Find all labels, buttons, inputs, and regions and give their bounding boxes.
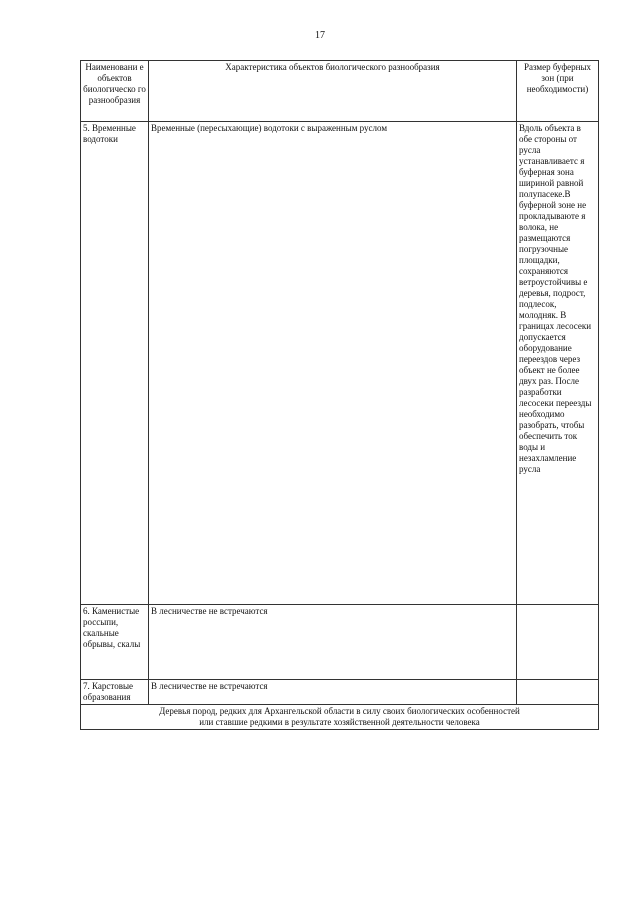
section-heading-line1: Деревья пород, редких для Архангельской области в силу своих биологических особенностей bbox=[159, 706, 520, 716]
table-header-row bbox=[81, 61, 599, 122]
biodiversity-table bbox=[80, 60, 599, 730]
section-heading bbox=[81, 705, 599, 730]
row-name: 7. Карстовые образования bbox=[81, 680, 149, 705]
page-number: 17 bbox=[315, 30, 325, 41]
row-name: 6. Каменистые россыпи, скальные обрывы, скалы bbox=[81, 605, 149, 680]
row-characteristic: В лесничестве не встречаются bbox=[149, 680, 517, 705]
row-buffer: Вдоль объекта в обе стороны от русла устанавливаетс я буферная зона шириной равной полупасеке.В буферной зоне не прокладываюте я волока, не размещаются погрузочные площадки, сохраняются ветроустойчивы е деревья, подрост, подлесок, молодняк. В границах лесосеки допускается оборудование переездов через объект не более двух раз. После разработки лесосеки переезды необходимо разобрать, чтобы обеспечить ток воды и незахламление русла bbox=[517, 122, 599, 605]
header-buffer-zone: Размер буферных зон (при необходимости) bbox=[517, 61, 599, 122]
header-name: Наименовани е объектов биологическо го разнообразия bbox=[81, 61, 149, 122]
table-row bbox=[81, 605, 599, 680]
section-heading-line2: или ставшие редкими в результате хозяйственной деятельности человека bbox=[199, 717, 480, 727]
row-characteristic: В лесничестве не встречаются bbox=[149, 605, 517, 680]
row-buffer bbox=[517, 605, 599, 680]
row-name: 5. Временные водотоки bbox=[81, 122, 149, 605]
section-heading-row bbox=[81, 705, 599, 730]
table-row bbox=[81, 680, 599, 705]
header-characteristic: Характеристика объектов биологического разнообразия bbox=[149, 61, 517, 122]
table-row bbox=[81, 122, 599, 605]
row-buffer bbox=[517, 680, 599, 705]
row-characteristic: Временные (пересыхающие) водотоки с выраженным руслом bbox=[149, 122, 517, 605]
